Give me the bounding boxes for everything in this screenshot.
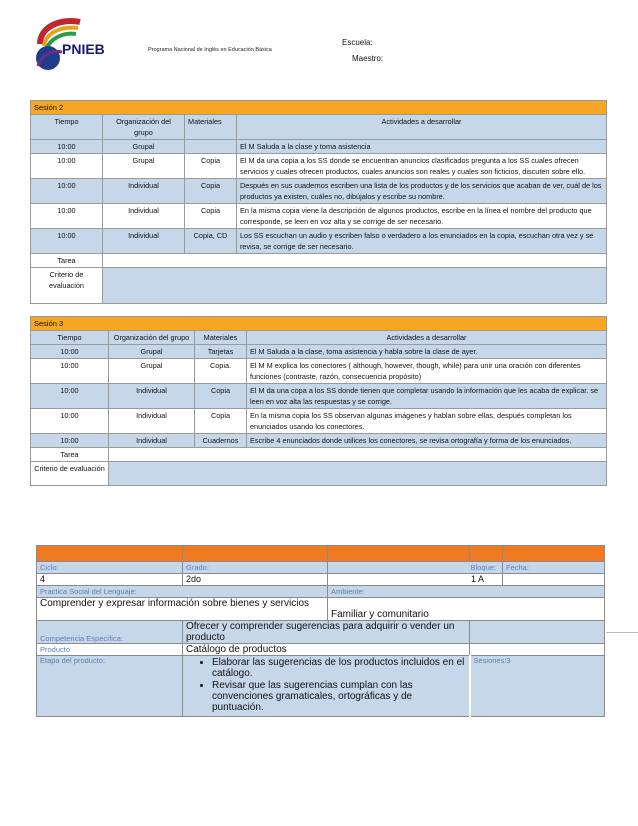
- orange-band: [183, 546, 328, 562]
- cell-org: Grupal: [109, 345, 195, 359]
- sesiones-label: Sesiones:3: [470, 656, 605, 717]
- pnieb-logo: [32, 14, 118, 74]
- orange-band: [328, 546, 470, 562]
- practica-value: Comprender y expresar información sobre bienes y servicios: [37, 598, 328, 621]
- col-tiempo: Tiempo: [31, 331, 109, 345]
- table-row: [31, 345, 607, 359]
- cell-act: El M da una copa a los SS donde tienen que completar usando la información que les acaba de explicar. se leen en voz alta las respuestas y se corrige.: [247, 384, 607, 409]
- cell-org: Individual: [109, 384, 195, 409]
- tarea-row: [31, 448, 607, 462]
- cell-org: Individual: [103, 204, 185, 229]
- tarea-row: [31, 254, 607, 268]
- orange-band: [470, 546, 503, 562]
- cell-mat: Copia: [185, 154, 237, 179]
- col-organizacion: Organización del grupo: [109, 331, 195, 345]
- etapa-item: • Revisar que las sugerencias cumplan con las convenciones gramaticales, ortográficas y de puntuación.: [212, 680, 466, 713]
- cell-act: El M Saluda a la clase, toma asistencia y habla sobre la clase de ayer.: [247, 345, 607, 359]
- cell-act: En la misma copia los SS observan algunas imágenes y hablan sobre ellas, después completan los enunciados usando los conectores.: [247, 409, 607, 434]
- cell-org: Individual: [109, 409, 195, 434]
- ciclo-value: 4: [37, 574, 183, 586]
- cell-org: Grupal: [103, 154, 185, 179]
- session-3-table: [30, 316, 607, 486]
- cell-tiempo: 10:00: [31, 140, 103, 154]
- cell-tiempo: 10:00: [31, 154, 103, 179]
- col-tiempo: Tiempo: [31, 115, 103, 140]
- criterio-label: Criterio de evaluación: [31, 268, 103, 304]
- etapa-list: [183, 656, 470, 717]
- orange-band: [37, 546, 183, 562]
- table-row: [31, 409, 607, 434]
- producto-value: Catálogo de productos: [183, 644, 470, 656]
- table-row: [31, 154, 607, 179]
- competencia-empty: [470, 621, 605, 644]
- table-row: [31, 204, 607, 229]
- criterio-value: [103, 268, 607, 304]
- etapa-label: Etapa del producto:: [37, 656, 183, 717]
- cell-tiempo: 10:00: [31, 204, 103, 229]
- criterio-row: [31, 462, 607, 486]
- cell-org: Grupal: [103, 140, 185, 154]
- col-organizacion: Organización del grupo: [103, 115, 185, 140]
- producto-empty: [470, 644, 605, 656]
- cell-act: El M Saluda a la clase y toma asistencia: [237, 140, 607, 154]
- cell-tiempo: 10:00: [31, 179, 103, 204]
- cell-mat: Cuadernos: [195, 434, 247, 448]
- tarea-value: [103, 254, 607, 268]
- program-name: Programa Nacional de Inglés en Educación Básica: [148, 47, 272, 53]
- maestro-label: Maestro:: [352, 54, 384, 63]
- table-row: [31, 359, 607, 384]
- bloque-label: Bloque:: [328, 562, 503, 574]
- cell-tiempo: 10:00: [31, 359, 109, 384]
- grado-label: Grado:: [183, 562, 328, 574]
- cell-act: En la misma copia viene la descripción de algunos productos, escribe en la línea el nombre del producto que corresponde, se leen en voz alta y se corrige de ser necesario.: [237, 204, 607, 229]
- table-row: [31, 140, 607, 154]
- bloque-value: 1 A: [328, 574, 503, 586]
- etapa-item: • Elaborar las sugerencias de los productos incluidos en el catálogo.: [212, 657, 466, 679]
- criterio-row: [31, 268, 607, 304]
- grado-value: 2do: [183, 574, 328, 586]
- competencia-value: Ofrecer y comprender sugerencias para adquirir o vender un producto: [183, 621, 470, 644]
- competencia-label: Competencia Específica:: [37, 621, 183, 644]
- cell-act: El M M explica los conectores ( although, however, though, while) para unir una oración con diferentes funciones (contraste, razón, consecuencia propósito): [247, 359, 607, 384]
- tarea-label: Tarea: [31, 448, 109, 462]
- cell-org: Individual: [109, 434, 195, 448]
- session-2-title: Sesión 2: [31, 101, 607, 115]
- cell-org: Individual: [103, 229, 185, 254]
- cell-tiempo: 10:00: [31, 434, 109, 448]
- ciclo-label: Ciclo:: [37, 562, 183, 574]
- practica-label: Practica Social del Lenguaje:: [37, 586, 328, 598]
- planning-table: [36, 545, 605, 717]
- cell-org: Individual: [103, 179, 185, 204]
- col-materiales: Materiales: [185, 115, 237, 140]
- cell-act: El M da una copia a los SS donde se encuentran anuncios clasificados pregunta a los SS cuales ofrecen servicios y cuales ofrecen productos, cuales anuncios son reales y cuales son ficticios, discuten sobre ello.: [237, 154, 607, 179]
- cell-mat: Copia: [195, 384, 247, 409]
- cell-tiempo: 10:00: [31, 409, 109, 434]
- table-row: [31, 384, 607, 409]
- col-actividades: Actividades a desarrollar: [237, 115, 607, 140]
- fecha-value: [503, 574, 605, 586]
- cell-tiempo: 10:00: [31, 345, 109, 359]
- session-3-title: Sesión 3: [31, 317, 607, 331]
- escuela-label: Escuela:: [342, 38, 373, 47]
- session-2-table: [30, 100, 607, 304]
- cell-mat: Copia.: [195, 359, 247, 384]
- cell-act: Los SS escuchan un audio y escriben falso o verdadero a los enunciados en la copia, escuchan otra vez y se revisa, se corrige de ser necesario.: [237, 229, 607, 254]
- tarea-value: [109, 448, 607, 462]
- cell-act: Escribe 4 enunciados donde utilices los conectores, se revisa ortografía y forma de los enunciados.: [247, 434, 607, 448]
- tarea-label: Tarea: [31, 254, 103, 268]
- col-materiales: Materiales: [195, 331, 247, 345]
- cell-mat: Tarjetas: [195, 345, 247, 359]
- table-row: [31, 229, 607, 254]
- cell-tiempo: 10:00: [31, 229, 103, 254]
- margin-line: [606, 632, 638, 633]
- criterio-label: Criterio de evaluación: [31, 462, 109, 486]
- ambiente-label: Ambiente:: [328, 586, 605, 598]
- cell-org: Grupal: [109, 359, 195, 384]
- table-row: [31, 434, 607, 448]
- cell-mat: Copia: [195, 409, 247, 434]
- orange-band: [503, 546, 605, 562]
- ambiente-value: Familiar y comunitario: [328, 598, 605, 621]
- cell-tiempo: 10:00: [31, 384, 109, 409]
- cell-mat: Copia: [185, 179, 237, 204]
- cell-mat: Copia, CD: [185, 229, 237, 254]
- col-actividades: Actividades a desarrollar: [247, 331, 607, 345]
- criterio-value: [109, 462, 607, 486]
- cell-act: Después en sus cuadernos escriben una lista de los productos y de los servicios que acaban de ver, cuál de los productos ya existen, cuáles no, dibújalos y escribe su nombre.: [237, 179, 607, 204]
- producto-label: Producto: [37, 644, 183, 656]
- svg-text:PNIEB: PNIEB: [62, 41, 105, 57]
- fecha-label: Fecha:: [503, 562, 605, 574]
- cell-mat: Copia: [185, 204, 237, 229]
- cell-mat: [185, 140, 237, 154]
- table-row: [31, 179, 607, 204]
